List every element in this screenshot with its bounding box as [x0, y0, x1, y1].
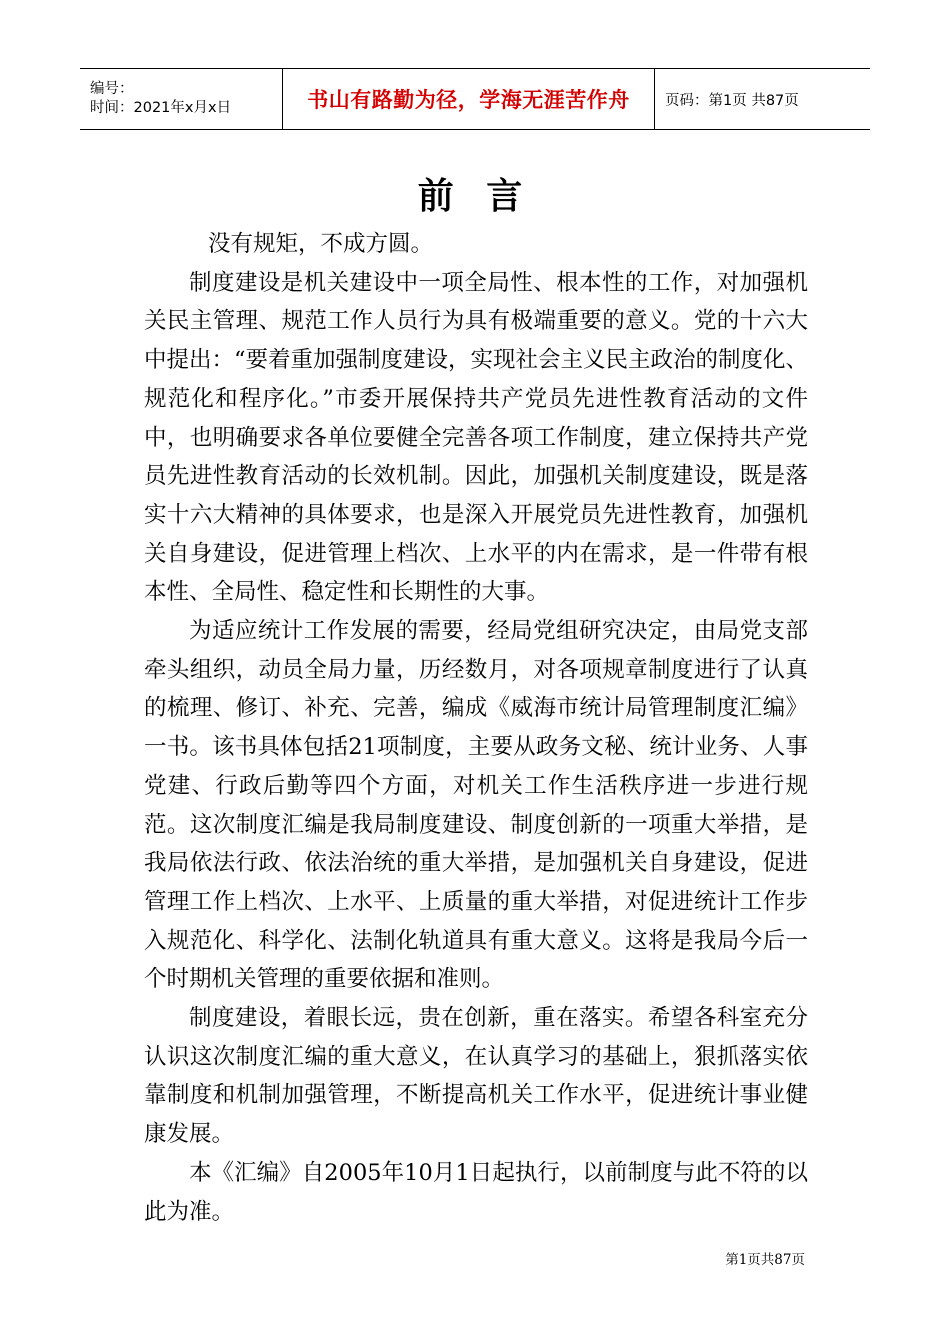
paragraph: 没有规矩，不成方圆。 — [208, 231, 434, 257]
header-number: 编号： — [90, 81, 134, 97]
page-footer: 第1页共87页 — [725, 1252, 805, 1268]
paragraph: 制度建设是机关建设中一项全局性、根本性的工作，对加强机关民主管理、规范工作人员行为具有极端重要的意义。党的十六大中提出：“要着重加强制度建设，实现社会主义民主政治的制度化、规范化和程序化。”市委开展保持共产党员先进性教育活动的文件中，也明确要求各单位要健全完善各项工作制度，建立保持共产党员先进性教育活动的长效机制。因此，加强机关制度建设，既是落实十六大精神的具体要求，也是深入开展党员先进性教育，加强机关自身建设，促进管理上档次、上水平的内在需求，是一件带有根本性、全局性、稳定性和长期性的大事。 — [144, 269, 809, 606]
header-page-cell — [655, 69, 870, 129]
page-header — [80, 68, 870, 130]
header-meta — [80, 69, 282, 129]
header-date: 时间：2021年x月x日 — [90, 100, 232, 116]
document-body — [144, 225, 808, 1231]
document-title: 前 言 — [417, 176, 533, 217]
paragraph: 为适应统计工作发展的需要，经局党组研究决定，由局党支部牵头组织，动员全局力量，历经数月，对各项规章制度进行了认真的梳理、修订、补充、完善，编成《威海市统计局管理制度汇编》一书。该书具体包括21项制度，主要从政务文秘、统计业务、人事党建、行政后勤等四个方面，对机关工作生活秩序进一步进行规范。这次制度汇编是我局制度建设、制度创新的一项重大举措，是我局依法行政、依法治统的重大举措，是加强机关自身建设，促进管理工作上档次、上水平、上质量的重大举措，对促进统计工作步入规范化、科学化、法制化轨道具有重大意义。这将是我局今后一个时期机关管理的重要依据和准则。 — [144, 618, 808, 993]
paragraph: 本《汇编》自2005年10月1日起执行，以前制度与此不符的以此为准。 — [144, 1159, 808, 1225]
header-motto: 书山有路勤为径，学海无涯苦作舟 — [307, 88, 630, 112]
paragraph: 制度建设，着眼长远，贵在创新，重在落实。希望各科室充分认识这次制度汇编的重大意义，在认真学习的基础上，狠抓落实依靠制度和机制加强管理，不断提高机关工作水平，促进统计事业健康发展。 — [144, 1005, 808, 1148]
header-page-number: 页码：第1页 共87页 — [665, 92, 799, 109]
header-motto-cell — [282, 69, 655, 129]
